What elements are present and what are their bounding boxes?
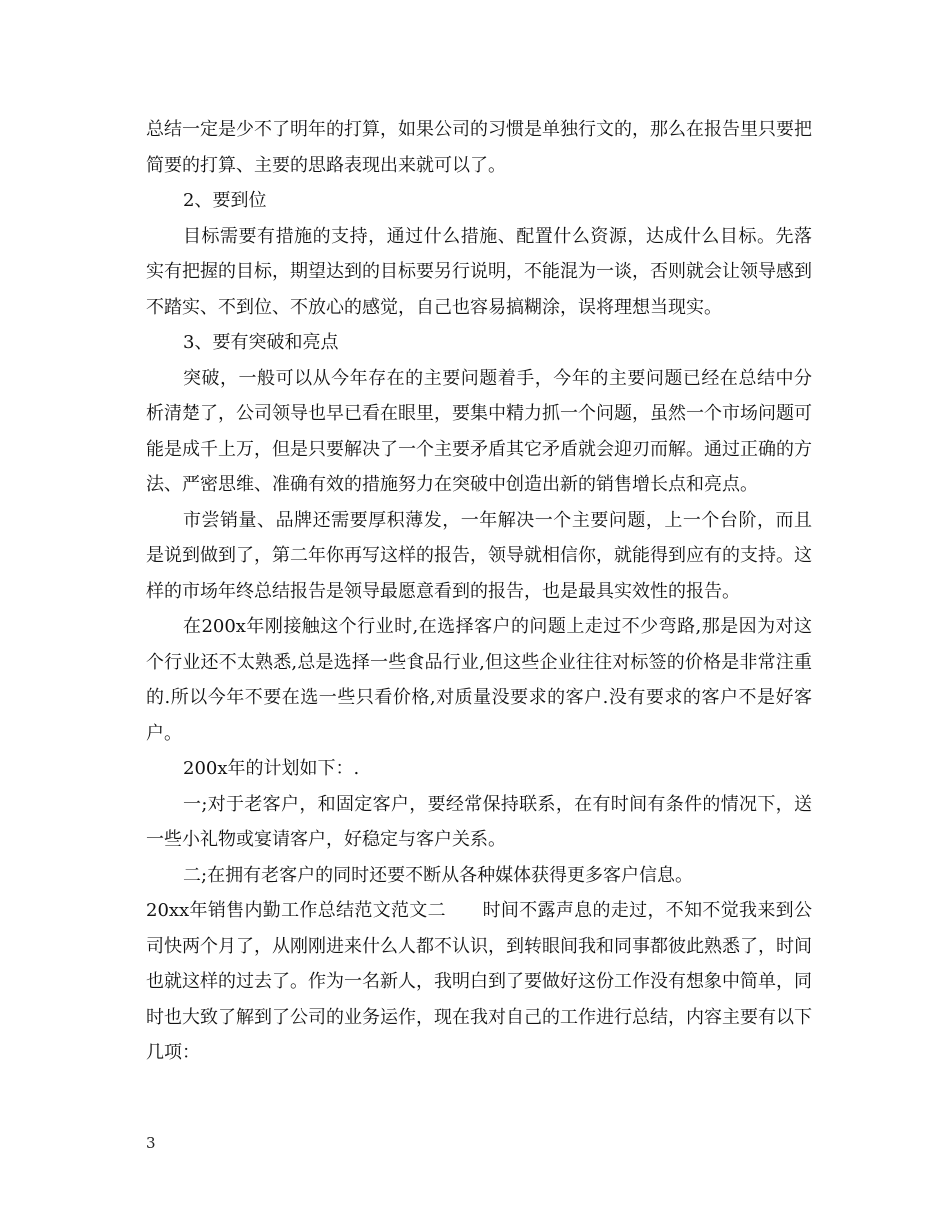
plan-item: 一;对于老客户，和固定客户，要经常保持联系，在有时间有条件的情况下，送一些小礼物或宴请客户，好稳定与客户关系。 (146, 793, 812, 850)
paragraph: 市尝销量、品牌还需要厚积薄发，一年解决一个主要问题，上一个台阶，而且是说到做到了，第二年你再写这样的报告，领导就相信你，就能得到应有的支持。这样的市场年终总结报告是领导最愿意看到的报告，也是最具实效性的报告。 (146, 509, 812, 602)
plan-item: 二;在拥有老客户的同时还要不断从各种媒体获得更多客户信息。 (183, 864, 694, 886)
paragraph: 总结一定是少不了明年的打算，如果公司的习惯是单独行文的，那么在报告里只要把简要的打算、主要的思路表现出来就可以了。 (146, 119, 812, 176)
section-heading: 3、要有突破和亮点 (183, 332, 339, 353)
section-heading: 2、要到位 (183, 190, 267, 211)
paragraph: 20xx年销售内勤工作总结范文范文二 时间不露声息的走过，不知不觉我来到公司快两个月了，从刚刚进来什么人都不认识，到转眼间我和同事都彼此熟悉了，时间也就这样的过去了。作为一名新人，我明白到了要做好这份工作没有想象中简单，同时也大致了解到了公司的业务运作，现在我对自己的工作进行总结，内容主要有以下几项： (146, 900, 812, 1063)
page-number: 3 (146, 1134, 156, 1152)
paragraph: 在200x年刚接触这个行业时,在选择客户的问题上走过不少弯路,那是因为对这个行业还不太熟悉,总是选择一些食品行业,但这些企业往往对标签的价格是非常注重的.所以今年不要在选一些只看价格,对质量没要求的客户.没有要求的客户不是好客户。 (146, 616, 812, 744)
paragraph: 目标需要有措施的支持，通过什么措施、配置什么资源，达成什么目标。先落实有把握的目标，期望达到的目标要另行说明，不能混为一谈，否则就会让领导感到不踏实、不到位、不放心的感觉，自己也容易搞糊涂，误将理想当现实。 (146, 225, 812, 318)
plan-heading: 200x年的计划如下：. (183, 758, 360, 779)
paragraph: 突破，一般可以从今年存在的主要问题着手，今年的主要问题已经在总结中分析清楚了，公司领导也早已看在眼里，要集中精力抓一个问题，虽然一个市场问题可能是成千上万，但是只要解决了一个主要矛盾其它矛盾就会迎刃而解。通过正确的方法、严密思维、准确有效的措施努力在突破中创造出新的销售增长点和亮点。 (146, 367, 812, 495)
document-body (146, 112, 812, 1071)
